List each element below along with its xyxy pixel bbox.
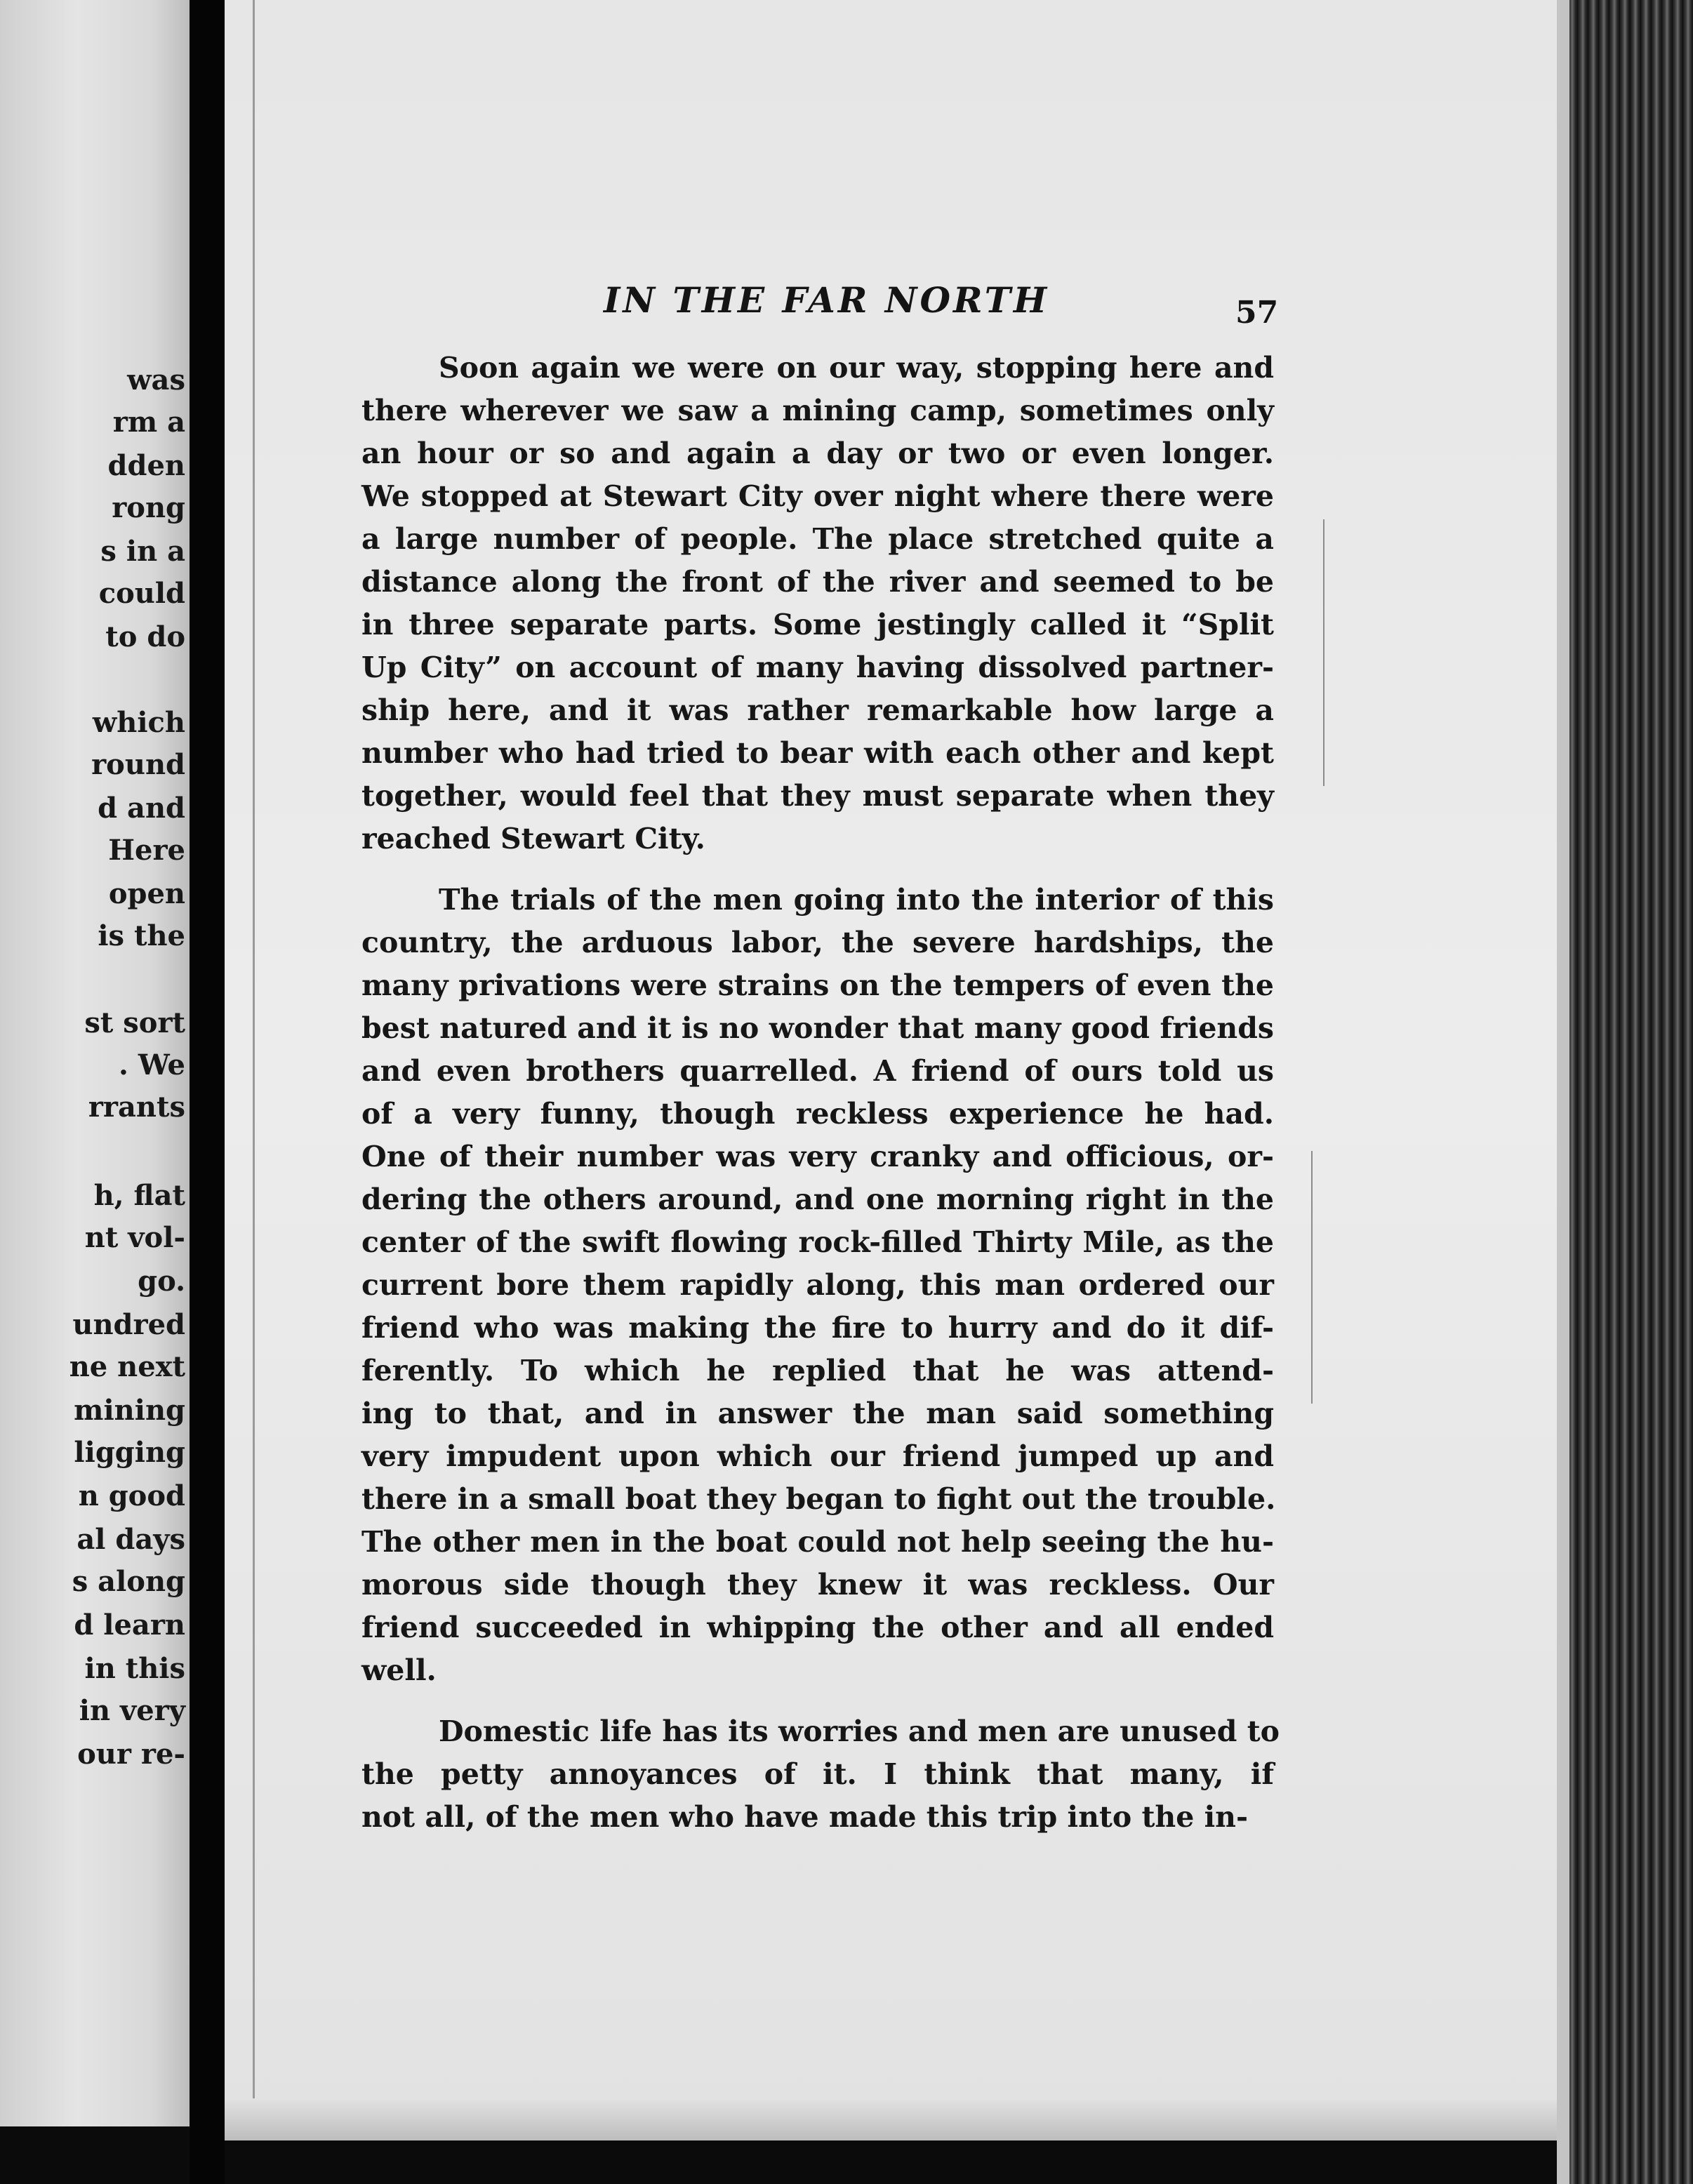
text-line: a large number of people. The place stretched quite a [361, 522, 1274, 556]
facing-page-line: n good [78, 1479, 185, 1512]
text-line: ship here, and it was rather remarkable how large a [361, 693, 1274, 727]
facing-page-line: nt vol- [84, 1221, 185, 1254]
facing-page-line: h, flat [93, 1179, 185, 1212]
facing-page-line: open [108, 877, 185, 910]
text-line: country, the arduous labor, the severe hardships, the [361, 926, 1274, 959]
text-line: friend who was making the fire to hurry and do it dif- [361, 1311, 1274, 1345]
text-line: The trials of the men going into the interior of this [439, 883, 1274, 917]
book-gutter [190, 0, 225, 2184]
text-line: together, would feel that they must separate when they [361, 779, 1274, 813]
text-line: the petty annoyances of it. I think that many, if [361, 1757, 1274, 1791]
facing-page-line: undred [72, 1308, 185, 1341]
text-line: an hour or so and again a day or two or even longer. [361, 437, 1274, 470]
text-line: not all, of the men who have made this trip into the in- [361, 1800, 1248, 1834]
facing-page-left [0, 0, 190, 2126]
facing-page-line: ligging [74, 1436, 185, 1469]
text-line: friend succeeded in whipping the other and all ended [361, 1611, 1274, 1644]
facing-page-line: go. [138, 1265, 185, 1298]
facing-page-line: dden [107, 449, 185, 482]
facing-page-line: st sort [84, 1006, 185, 1039]
text-line: Up City” on account of many having dissolved partner- [361, 651, 1274, 684]
print-through-streak [1311, 1151, 1313, 1404]
text-line: very impudent upon which our friend jumped up and [361, 1439, 1274, 1473]
facing-page-line: could [98, 577, 185, 610]
text-line: distance along the front of the river and seemed to be [361, 565, 1274, 599]
text-line: there wherever we saw a mining camp, sometimes only [361, 394, 1274, 427]
facing-page-line: in very [79, 1694, 185, 1727]
facing-page-line: s in a [100, 535, 185, 568]
text-line: in three separate parts. Some jestingly called it “Split [361, 608, 1274, 641]
print-through-streak [1323, 519, 1324, 786]
page-edge-highlight [1557, 0, 1569, 2184]
page-number: 57 [1235, 295, 1279, 331]
running-head: IN THE FAR NORTH [604, 279, 1050, 321]
text-line: morous side though they knew it was reckless. Our [361, 1568, 1274, 1602]
facing-page-line: rm a [112, 406, 185, 439]
text-line: dering the others around, and one morning right in the [361, 1183, 1274, 1216]
page-edges-stack [1557, 0, 1693, 2184]
facing-page-line: which [92, 706, 185, 739]
text-line: number who had tried to bear with each other and kept [361, 736, 1274, 770]
facing-page-line: . We [119, 1048, 185, 1081]
text-line: of a very funny, though reckless experience he had. [361, 1097, 1274, 1131]
text-line: there in a small boat they began to fight out the trouble. [361, 1482, 1276, 1516]
facing-page-line: our re- [77, 1738, 185, 1771]
text-line: current bore them rapidly along, this man ordered our [361, 1268, 1274, 1302]
facing-page-line: in this [84, 1652, 185, 1685]
page-bottom-shadow [225, 2098, 1557, 2140]
text-line: best natured and it is no wonder that many good friends [361, 1011, 1274, 1045]
facing-page-line: Here [108, 834, 185, 867]
facing-page-line: was [127, 364, 185, 397]
facing-page-line: s along [72, 1565, 185, 1598]
text-line: ferently. To which he replied that he was attend- [361, 1354, 1274, 1387]
text-line: center of the swift flowing rock-filled Thirty Mile, as the [361, 1225, 1274, 1259]
text-line: Soon again we were on our way, stopping here and [439, 351, 1274, 385]
facing-page-line: to do [105, 620, 185, 653]
facing-page-line: d and [98, 792, 185, 825]
text-line: well. [361, 1653, 437, 1687]
text-line: and even brothers quarrelled. A friend of ours told us [361, 1054, 1274, 1088]
facing-page-line: al days [77, 1523, 185, 1556]
text-line: The other men in the boat could not help seeing the hu- [361, 1525, 1274, 1559]
text-line: many privations were strains on the tempers of even the [361, 968, 1274, 1002]
text-line: ing to that, and in answer the man said something [361, 1397, 1274, 1430]
text-line: One of their number was very cranky and officious, or- [361, 1140, 1274, 1173]
facing-page-line: rong [112, 491, 185, 524]
facing-page-line: is the [98, 919, 185, 952]
text-line: Domestic life has its worries and men are unused to [439, 1714, 1280, 1748]
text-line: reached Stewart City. [361, 822, 705, 855]
facing-page-line: rrants [88, 1091, 185, 1124]
facing-page-line: mining [74, 1394, 185, 1427]
page-inner-edge [253, 0, 255, 2098]
text-line: We stopped at Stewart City over night where there were [361, 479, 1274, 513]
facing-page-line: round [91, 748, 185, 781]
facing-page-line: ne next [69, 1350, 185, 1383]
facing-page-line: d learn [74, 1609, 185, 1642]
